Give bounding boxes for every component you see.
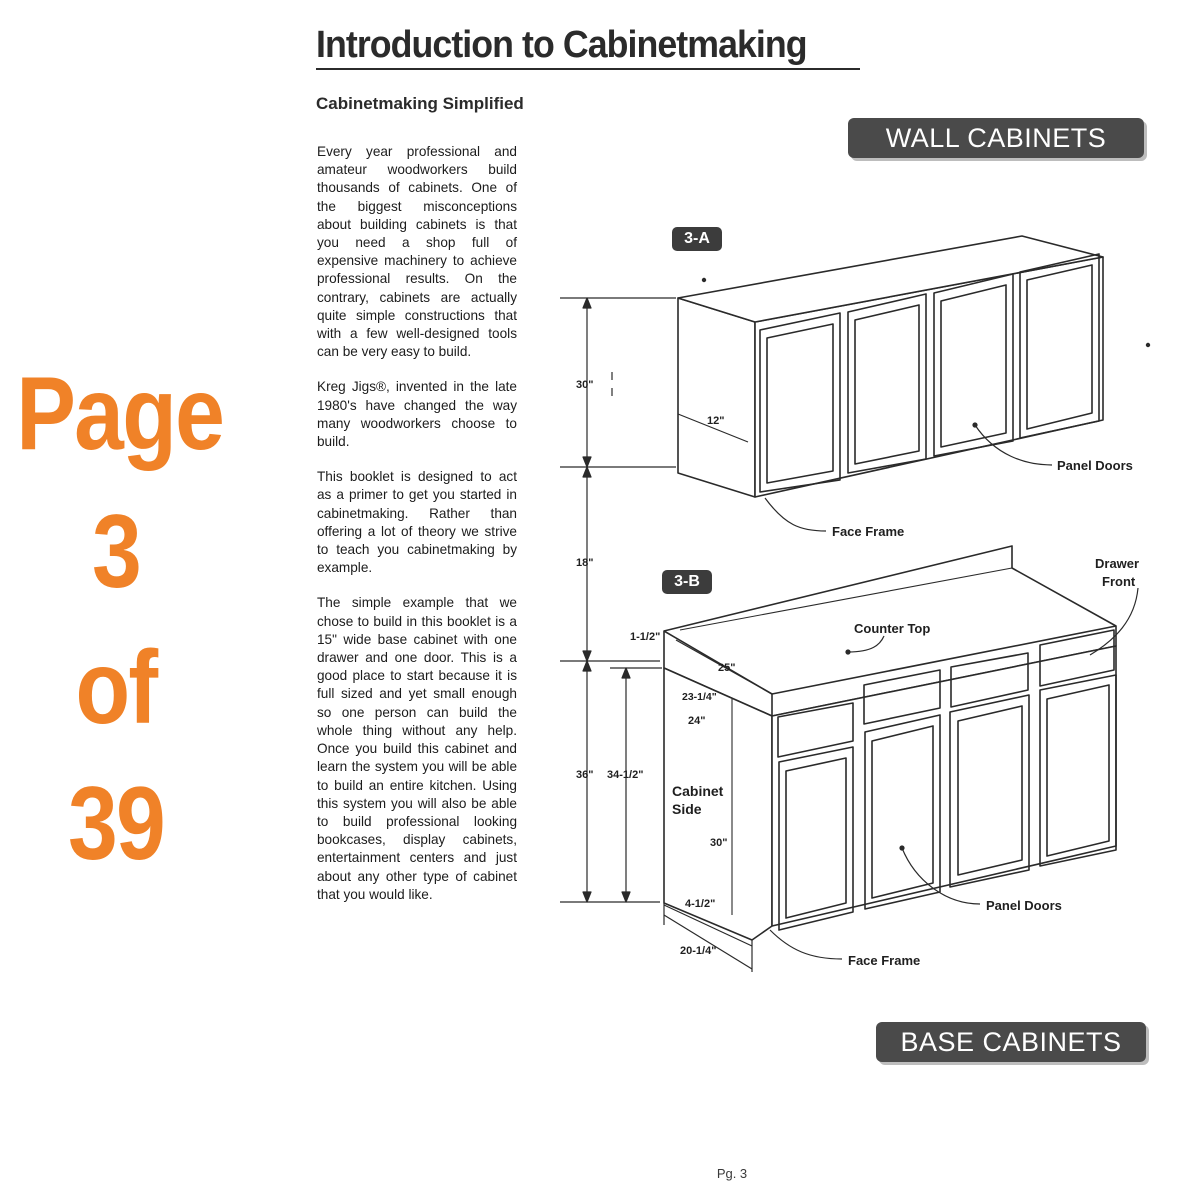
dimension-depth-b: 24" bbox=[688, 715, 706, 727]
dimension-side-height: 30" bbox=[710, 837, 728, 849]
page-overlay-of: of bbox=[75, 630, 157, 746]
dimension-top-depth: 25" bbox=[718, 662, 736, 674]
page-number: Pg. 3 bbox=[716, 1166, 748, 1181]
section-heading: Cabinetmaking Simplified bbox=[316, 94, 524, 113]
dimension-base-height: 36" bbox=[576, 769, 594, 781]
figure-tag-3b: 3-B bbox=[662, 570, 712, 594]
page-overlay-current: 3 bbox=[91, 494, 141, 610]
dimension-bottom-depth: 20-1/4" bbox=[680, 945, 717, 957]
face-frame-label: Face Frame bbox=[832, 524, 905, 539]
base-cabinets-banner: BASE CABINETS bbox=[876, 1022, 1146, 1062]
dimension-toe-kick: 4-1/2" bbox=[685, 898, 716, 910]
page-overlay-total: 39 bbox=[67, 766, 165, 882]
counter-top-label: Counter Top bbox=[854, 621, 931, 636]
drawer-label: Drawer bbox=[1095, 556, 1140, 571]
title-rule bbox=[316, 68, 860, 70]
dimension-gap: 18" bbox=[576, 557, 594, 569]
paragraph: Kreg Jigs®, invented in the late 1980's have changed the way many woodworkers choose to build. bbox=[317, 379, 517, 450]
cabinet-side-label-2: Side bbox=[672, 801, 702, 817]
page-overlay-word: Page bbox=[16, 356, 224, 472]
page-title: Introduction to Cabinetmaking bbox=[316, 24, 807, 66]
dimension-depth-a: 23-1/4" bbox=[682, 691, 717, 703]
figure-tag-3a: 3-A bbox=[672, 227, 722, 251]
body-text bbox=[317, 143, 517, 921]
wall-cabinets-banner: WALL CABINETS bbox=[848, 118, 1144, 158]
paragraph: This booklet is designed to act as a primer to get you started in cabinetmaking. Rather than offering a lot of theory we strive to teach you cabinetmaking by example. bbox=[317, 469, 517, 576]
face-frame-label: Face Frame bbox=[848, 953, 921, 968]
paragraph: The simple example that we chose to build in this booklet is a 15" wide base cabinet with one drawer and one door. This is a good place to start because it is full sized and yet small enough so one person can build the whole thing without any help. Once you build this cabinet and learn the system you will be able to build an entire kitchen. Using this system you will also be able to build professional looking bookcases, display cabinets, entertainment centers and just about any other type of cabinet that you would like. bbox=[317, 595, 517, 902]
cabinet-side-label: Cabinet bbox=[672, 783, 724, 799]
cabinet-drawing bbox=[560, 200, 1160, 980]
base-cabinet-illustration bbox=[664, 546, 1138, 959]
panel-doors-label: Panel Doors bbox=[986, 898, 1062, 913]
paragraph: Every year professional and amateur woodworkers build thousands of cabinets. One of the biggest misconceptions about building cabinets is that you need a shop full of expensive machinery to achieve professional results. On the contrary, cabinets are actually quite simple constructions that with a few well-designed tools can be very easy to build. bbox=[317, 144, 517, 360]
drawer-front-label: Front bbox=[1102, 574, 1136, 589]
dimension-top-thickness: 1-1/2" bbox=[630, 631, 661, 643]
dimension-wall-height: 30" bbox=[576, 379, 594, 391]
panel-doors-label: Panel Doors bbox=[1057, 458, 1133, 473]
dimension-wall-depth: 12" bbox=[707, 415, 725, 427]
wall-cabinet-illustration bbox=[678, 236, 1149, 531]
dimension-base-box-height: 34-1/2" bbox=[607, 769, 644, 781]
